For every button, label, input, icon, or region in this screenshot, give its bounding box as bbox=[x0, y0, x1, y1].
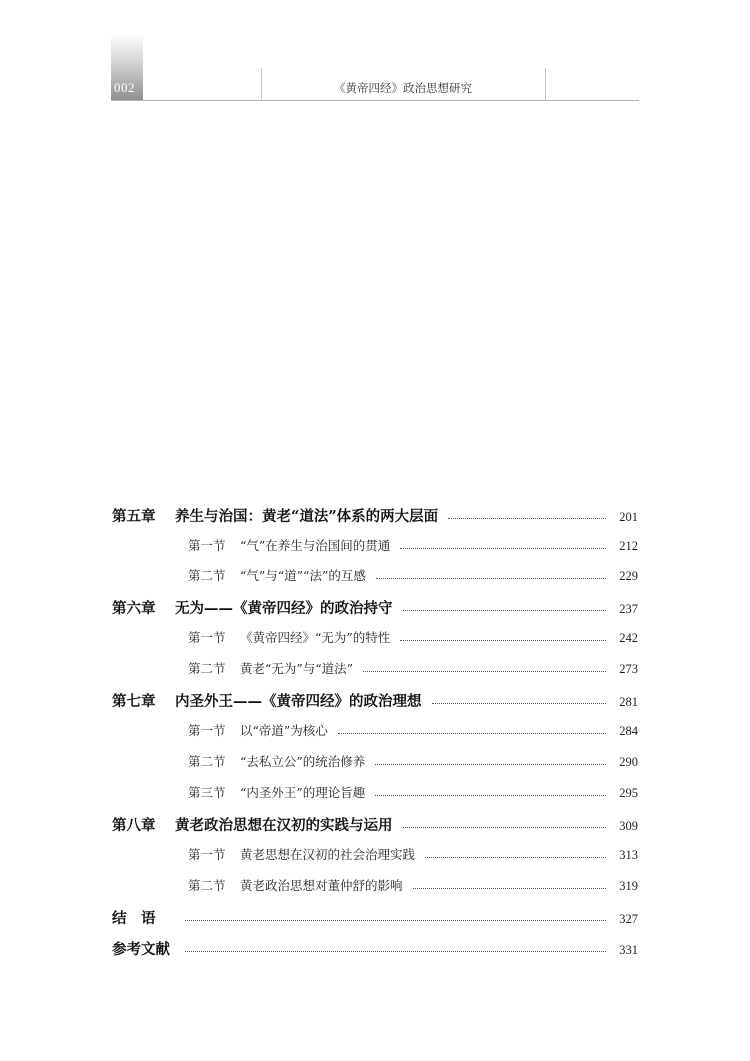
toc-leader-dots bbox=[432, 703, 607, 704]
toc-entry-number: 第一节 bbox=[188, 538, 226, 553]
toc-chapter-entry[interactable] bbox=[112, 814, 638, 835]
book-title: 《黄帝四经》政治思想研究 bbox=[334, 81, 472, 95]
toc-leader-dots bbox=[338, 733, 606, 734]
toc-page-number: 319 bbox=[619, 879, 638, 893]
toc-page-number: 242 bbox=[619, 631, 638, 645]
toc-leader-dots bbox=[413, 888, 606, 889]
toc-entry-label bbox=[112, 505, 438, 526]
toc-entry-title: 养生与治国：黄老“道法”体系的两大层面 bbox=[175, 508, 439, 525]
toc-chapter-entry[interactable] bbox=[112, 907, 638, 928]
toc-section-entry[interactable] bbox=[188, 536, 638, 554]
toc-entry-title: “气”与“道”“法”的互感 bbox=[240, 568, 366, 583]
toc-chapter-entry[interactable] bbox=[112, 938, 638, 959]
running-header bbox=[0, 0, 750, 110]
toc-entry-number: 第一节 bbox=[188, 630, 226, 645]
toc-section-entry[interactable] bbox=[188, 783, 638, 801]
toc-section-entry[interactable] bbox=[188, 566, 638, 584]
toc-entry-label bbox=[188, 721, 328, 739]
toc-entry-number: 参考文献 bbox=[112, 941, 170, 958]
toc-entry-number: 第三节 bbox=[188, 785, 226, 800]
toc-entry-title: 黄老思想在汉初的社会治理实践 bbox=[240, 847, 416, 862]
toc-section-entry[interactable] bbox=[188, 752, 638, 770]
toc-section-entry[interactable] bbox=[188, 659, 638, 677]
toc-entry-label bbox=[188, 536, 390, 554]
toc-page-number: 331 bbox=[619, 943, 638, 957]
toc-leader-dots bbox=[400, 548, 606, 549]
toc-leader-dots bbox=[185, 951, 606, 952]
toc-page-number: 309 bbox=[619, 819, 638, 833]
toc-section-entry[interactable] bbox=[188, 876, 638, 894]
toc-entry-label bbox=[112, 938, 175, 959]
toc-entry-number: 第八章 bbox=[112, 817, 156, 834]
toc-entry-title: 黄老政治思想对董仲舒的影响 bbox=[240, 878, 403, 893]
toc-entry-number: 第一节 bbox=[188, 847, 226, 862]
toc-entry-label bbox=[112, 814, 393, 835]
toc-leader-dots bbox=[376, 578, 606, 579]
toc-page-number: 290 bbox=[619, 755, 638, 769]
toc-entry-label bbox=[112, 690, 422, 711]
toc-page-number: 212 bbox=[619, 539, 638, 553]
toc-entry-label bbox=[188, 628, 390, 646]
toc-entry-number: 第一节 bbox=[188, 723, 226, 738]
toc-leader-dots bbox=[375, 764, 606, 765]
toc-entry-title: 《黄帝四经》“无为”的特性 bbox=[240, 630, 391, 645]
toc-leader-dots bbox=[363, 671, 606, 672]
toc-entry-label bbox=[112, 597, 393, 618]
toc-entry-title: 内圣外王——《黄帝四经》的政治理想 bbox=[175, 693, 422, 710]
toc-entry-number: 第五章 bbox=[112, 508, 156, 525]
toc-entry-title: “内圣外王”的理论旨趣 bbox=[240, 785, 366, 800]
toc-leader-dots bbox=[400, 640, 606, 641]
header-divider-right bbox=[545, 68, 546, 100]
header-rule bbox=[111, 100, 639, 101]
toc-entry-label bbox=[188, 752, 365, 770]
toc-entry-label bbox=[188, 845, 415, 863]
toc-entry-title: 无为——《黄帝四经》的政治持守 bbox=[175, 600, 393, 617]
toc-entry-title: 以“帝道”为核心 bbox=[240, 723, 328, 738]
toc-leader-dots bbox=[185, 920, 606, 921]
toc-entry-label bbox=[188, 659, 353, 677]
toc-entry-label bbox=[112, 907, 175, 928]
toc-leader-dots bbox=[403, 827, 607, 828]
toc-entry-number: 第二节 bbox=[188, 661, 226, 676]
toc-entry-number: 第二节 bbox=[188, 878, 226, 893]
toc-entry-number: 第二节 bbox=[188, 754, 226, 769]
toc-page-number: 281 bbox=[619, 695, 638, 709]
toc-page-number: 313 bbox=[619, 848, 638, 862]
toc-chapter-entry[interactable] bbox=[112, 505, 638, 526]
toc-chapter-entry[interactable] bbox=[112, 690, 638, 711]
toc-page-number: 273 bbox=[619, 662, 638, 676]
toc-entry-number: 第七章 bbox=[112, 693, 156, 710]
toc-entry-title: 黄老“无为”与“道法” bbox=[240, 661, 354, 676]
toc-entry-title: “气”在养生与治国间的贯通 bbox=[240, 538, 391, 553]
toc-section-entry[interactable] bbox=[188, 721, 638, 739]
toc-page-number: 295 bbox=[619, 786, 638, 800]
toc-page-number: 284 bbox=[619, 724, 638, 738]
toc-entry-label bbox=[188, 783, 365, 801]
toc-entry-title: “去私立公”的统治修养 bbox=[240, 754, 366, 769]
toc-entry-title: 黄老政治思想在汉初的实践与运用 bbox=[175, 817, 393, 834]
toc-section-entry[interactable] bbox=[188, 628, 638, 646]
toc-entry-label bbox=[188, 566, 366, 584]
page-number: 002 bbox=[114, 80, 135, 95]
toc-leader-dots bbox=[403, 610, 607, 611]
toc-leader-dots bbox=[375, 795, 606, 796]
toc-entry-number: 结 语 bbox=[112, 910, 156, 927]
toc-page-number: 237 bbox=[619, 602, 638, 616]
toc-leader-dots bbox=[425, 857, 606, 858]
toc-entry-label bbox=[188, 876, 403, 894]
toc-page-number: 229 bbox=[619, 569, 638, 583]
toc-page-number: 327 bbox=[619, 912, 638, 926]
toc-entry-number: 第二节 bbox=[188, 568, 226, 583]
toc-section-entry[interactable] bbox=[188, 845, 638, 863]
toc-leader-dots bbox=[448, 518, 606, 519]
toc-entry-number: 第六章 bbox=[112, 600, 156, 617]
toc-page-number: 201 bbox=[619, 510, 638, 524]
toc-chapter-entry[interactable] bbox=[112, 597, 638, 618]
